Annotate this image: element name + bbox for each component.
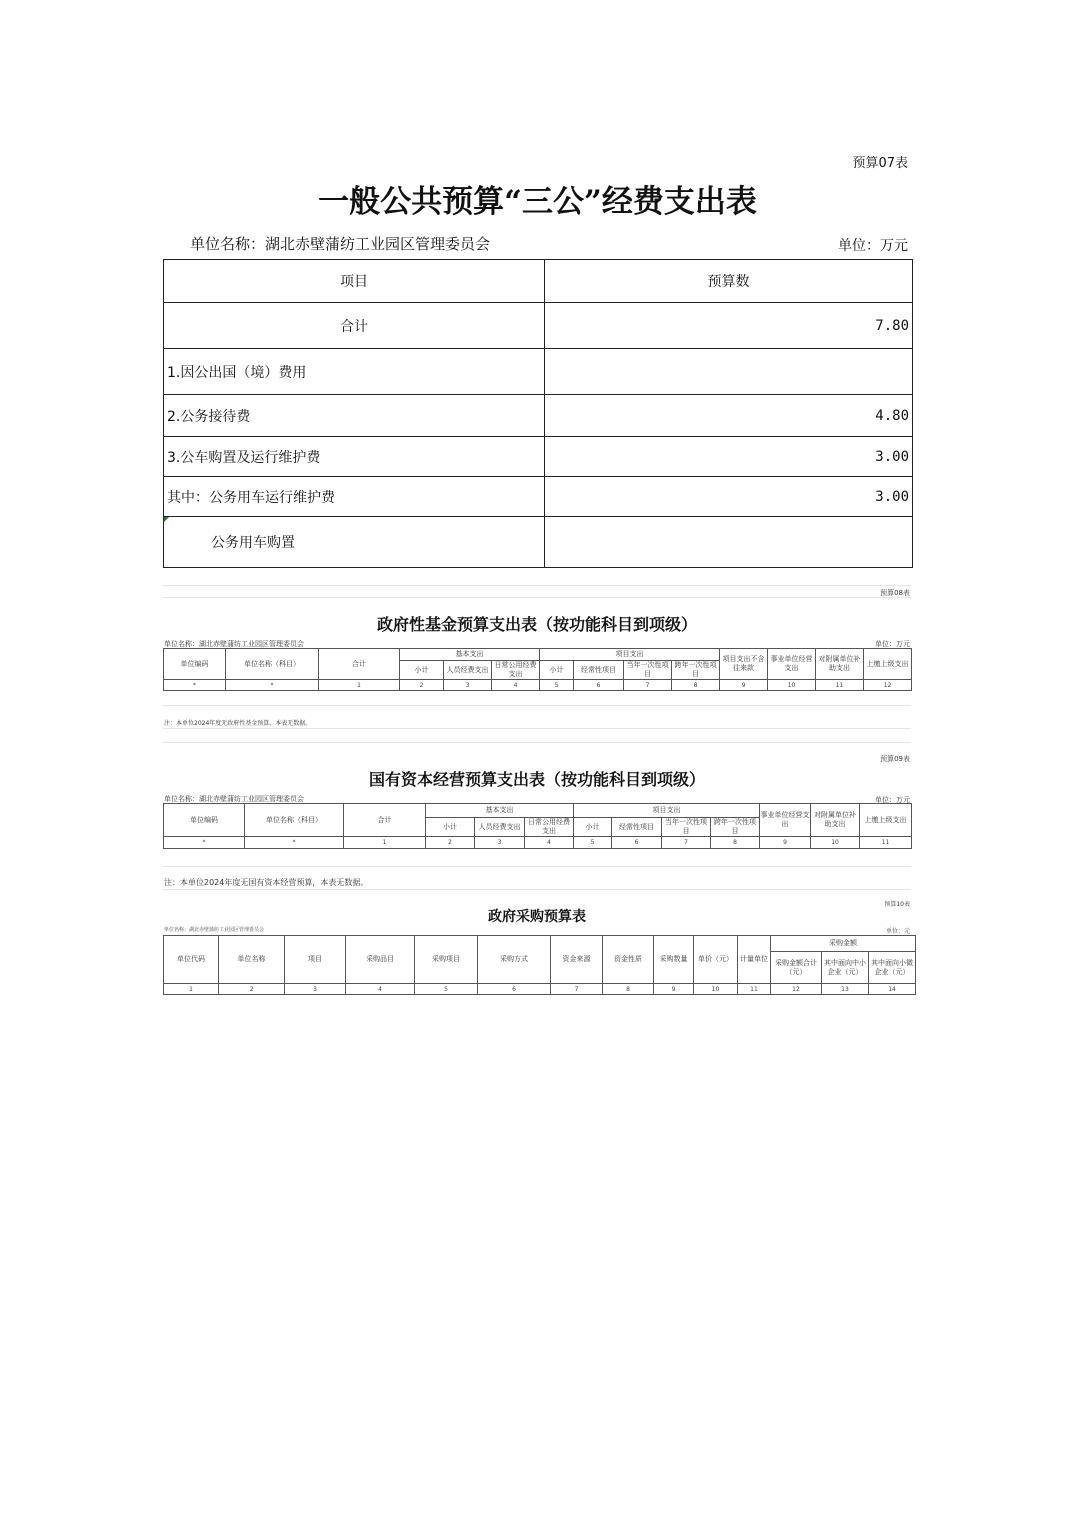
- index-cell: 4: [525, 837, 574, 849]
- header-item: 项目: [164, 260, 545, 303]
- sheet4-tag: 预算10表: [884, 901, 910, 908]
- index-cell: 2: [400, 680, 444, 691]
- sheet1-title: 一般公共预算“三公”经费支出表: [318, 184, 757, 220]
- header-basic: 基本支出: [400, 649, 540, 661]
- header-project: 项目支出: [540, 649, 720, 661]
- header-project-sub: 跨年一次性项目: [711, 818, 760, 837]
- index-cell: 8: [672, 680, 720, 691]
- index-cell: 7: [662, 837, 711, 849]
- header-cell: 项目: [285, 936, 346, 984]
- row-label: 2.公务接待费: [164, 395, 545, 437]
- index-cell: 8: [711, 837, 760, 849]
- header-code: 单位编码: [164, 804, 245, 837]
- index-cell: 12: [864, 680, 912, 691]
- sheet2-note: 注：本单位2024年度无政府性基金预算，本表无数据。: [164, 720, 312, 727]
- index-cell: 13: [822, 984, 869, 995]
- row-value: 3.00: [545, 477, 913, 517]
- index-cell: 6: [478, 984, 551, 995]
- sheet3-tag: 预算09表: [880, 755, 910, 763]
- header-basic-sub: 人员经费支出: [475, 818, 525, 837]
- gridline: [163, 728, 911, 729]
- index-cell: 4: [492, 680, 540, 691]
- header-basic-sub: 小计: [426, 818, 475, 837]
- header-project-sub: 经常性项目: [612, 818, 662, 837]
- gridline: [163, 866, 911, 867]
- index-cell: 3: [285, 984, 346, 995]
- sheet1-unit-name: 单位名称：湖北赤壁蒲纺工业园区管理委员会: [190, 235, 491, 253]
- header-project-sub: 当年一次性项目: [662, 818, 711, 837]
- index-cell: *: [164, 680, 226, 691]
- row-value: 4.80: [545, 395, 913, 437]
- index-cell: 8: [603, 984, 654, 995]
- header-total: 合计: [319, 649, 400, 680]
- header-cell: 采购品目: [346, 936, 415, 984]
- index-cell: *: [226, 680, 319, 691]
- header-cell: 采购项目: [415, 936, 478, 984]
- header-basic-sub: 小计: [400, 661, 444, 680]
- header-project: 项目支出: [574, 804, 760, 818]
- header-basic-sub: 日常公用经费支出: [492, 661, 540, 680]
- header-other: 对附属单位补助支出: [811, 804, 860, 837]
- header-total: 合计: [344, 804, 426, 837]
- index-cell: 11: [816, 680, 864, 691]
- index-cell: 6: [612, 837, 662, 849]
- sheet3-note: 注：本单位2024年度无国有资本经营预算，本表无数据。: [164, 878, 369, 887]
- row-label-text: 公务用车购置: [211, 535, 295, 551]
- index-cell: 6: [574, 680, 624, 691]
- index-cell: 9: [654, 984, 694, 995]
- header-project-sub: 当年一次性项目: [624, 661, 672, 680]
- gridline: [163, 597, 911, 598]
- header-other: 事业单位经营支出: [760, 804, 811, 837]
- header-code: 单位编码: [164, 649, 226, 680]
- header-cell: 采购方式: [478, 936, 551, 984]
- index-cell: 10: [768, 680, 816, 691]
- sheet2-unit: 单位：万元: [875, 640, 910, 648]
- index-cell: 11: [860, 837, 912, 849]
- header-other: 上缴上级支出: [864, 649, 912, 680]
- gridline: [163, 585, 911, 586]
- gridline: [163, 705, 911, 706]
- index-cell: 4: [346, 984, 415, 995]
- header-name: 单位名称（科目）: [226, 649, 319, 680]
- header-cell: 采购数量: [654, 936, 694, 984]
- index-cell: 2: [219, 984, 285, 995]
- index-cell: 3: [444, 680, 492, 691]
- sheet2-unit-name: 单位名称：湖北赤壁蒲纺工业园区管理委员会: [164, 640, 304, 648]
- row-label: 1.因公出国（境）费用: [164, 349, 545, 395]
- index-cell: 9: [720, 680, 768, 691]
- row-value: 3.00: [545, 437, 913, 477]
- row-total-label: 合计: [164, 303, 545, 349]
- index-cell: *: [245, 837, 344, 849]
- gridline: [163, 889, 911, 890]
- index-cell: 1: [164, 984, 219, 995]
- index-cell: 5: [540, 680, 574, 691]
- sheet1-tag: 预算07表: [852, 156, 908, 171]
- header-other: 对附属单位补助支出: [816, 649, 864, 680]
- header-basic: 基本支出: [426, 804, 574, 818]
- gov-procurement-table: [163, 935, 916, 995]
- index-cell: 1: [344, 837, 426, 849]
- index-cell: 11: [738, 984, 771, 995]
- index-cell: 10: [811, 837, 860, 849]
- header-basic-sub: 人员经费支出: [444, 661, 492, 680]
- sheet2-tag: 预算08表: [880, 589, 910, 597]
- row-label: 其中：公务用车运行维护费: [164, 477, 545, 517]
- sheet2-title: 政府性基金预算支出表（按功能科目到项级）: [376, 615, 697, 634]
- header-basic-sub: 日常公用经费支出: [525, 818, 574, 837]
- header-cell: 资金性质: [603, 936, 654, 984]
- header-cell: 单位名称: [219, 936, 285, 984]
- sheet4-title: 政府采购预算表: [488, 909, 586, 925]
- sheet3-unit-name: 单位名称：湖北赤壁蒲纺工业园区管理委员会: [164, 795, 304, 803]
- header-cell: 单位代码: [164, 936, 219, 984]
- header-purchase-sub: 采购金额合计（元）: [771, 952, 822, 984]
- header-purchase-group: 采购金额: [771, 936, 916, 952]
- index-cell: 12: [771, 984, 822, 995]
- header-other: 项目支出不含往来款: [720, 649, 768, 680]
- header-other: 上缴上级支出: [860, 804, 912, 837]
- header-project-sub: 小计: [574, 818, 612, 837]
- sheet3-title: 国有资本经营预算支出表（按功能科目到项级）: [368, 770, 705, 789]
- header-amount: 预算数: [545, 260, 913, 303]
- header-purchase-sub: 其中面向中小企业（元）: [822, 952, 869, 984]
- sheet4-unit: 单位：元: [885, 928, 910, 935]
- index-cell: 1: [319, 680, 400, 691]
- index-cell: 9: [760, 837, 811, 849]
- header-cell: 计量单位: [738, 936, 771, 984]
- header-cell: 单价（元）: [694, 936, 738, 984]
- sheet1-unit: 单位：万元: [838, 238, 908, 254]
- index-cell: *: [164, 837, 245, 849]
- header-project-sub: 经常性项目: [574, 661, 624, 680]
- sheet3-unit: 单位：万元: [875, 796, 910, 804]
- header-purchase-sub: 其中面向小微企业（元）: [869, 952, 916, 984]
- sheet4-unit-name: 单位名称：湖北赤壁蒲纺工业园区管理委员会: [164, 927, 265, 933]
- index-cell: 10: [694, 984, 738, 995]
- green-corner-marker: [164, 517, 169, 522]
- index-cell: 7: [551, 984, 603, 995]
- row-value: [545, 517, 913, 568]
- index-cell: 2: [426, 837, 475, 849]
- header-other: 事业单位经营支出: [768, 649, 816, 680]
- gov-fund-table: [163, 648, 912, 691]
- header-project-sub: 小计: [540, 661, 574, 680]
- header-cell: 资金来源: [551, 936, 603, 984]
- row-total-value: 7.80: [545, 303, 913, 349]
- sanggong-table: [163, 259, 913, 568]
- gridline: [163, 742, 911, 743]
- index-cell: 14: [869, 984, 916, 995]
- index-cell: 7: [624, 680, 672, 691]
- row-label: [164, 517, 545, 568]
- index-cell: 5: [574, 837, 612, 849]
- row-value: [545, 349, 913, 395]
- state-capital-table: [163, 803, 912, 849]
- header-name: 单位名称（科目）: [245, 804, 344, 837]
- row-label: 3.公车购置及运行维护费: [164, 437, 545, 477]
- index-cell: 3: [475, 837, 525, 849]
- index-cell: 5: [415, 984, 478, 995]
- header-project-sub: 跨年一次性项目: [672, 661, 720, 680]
